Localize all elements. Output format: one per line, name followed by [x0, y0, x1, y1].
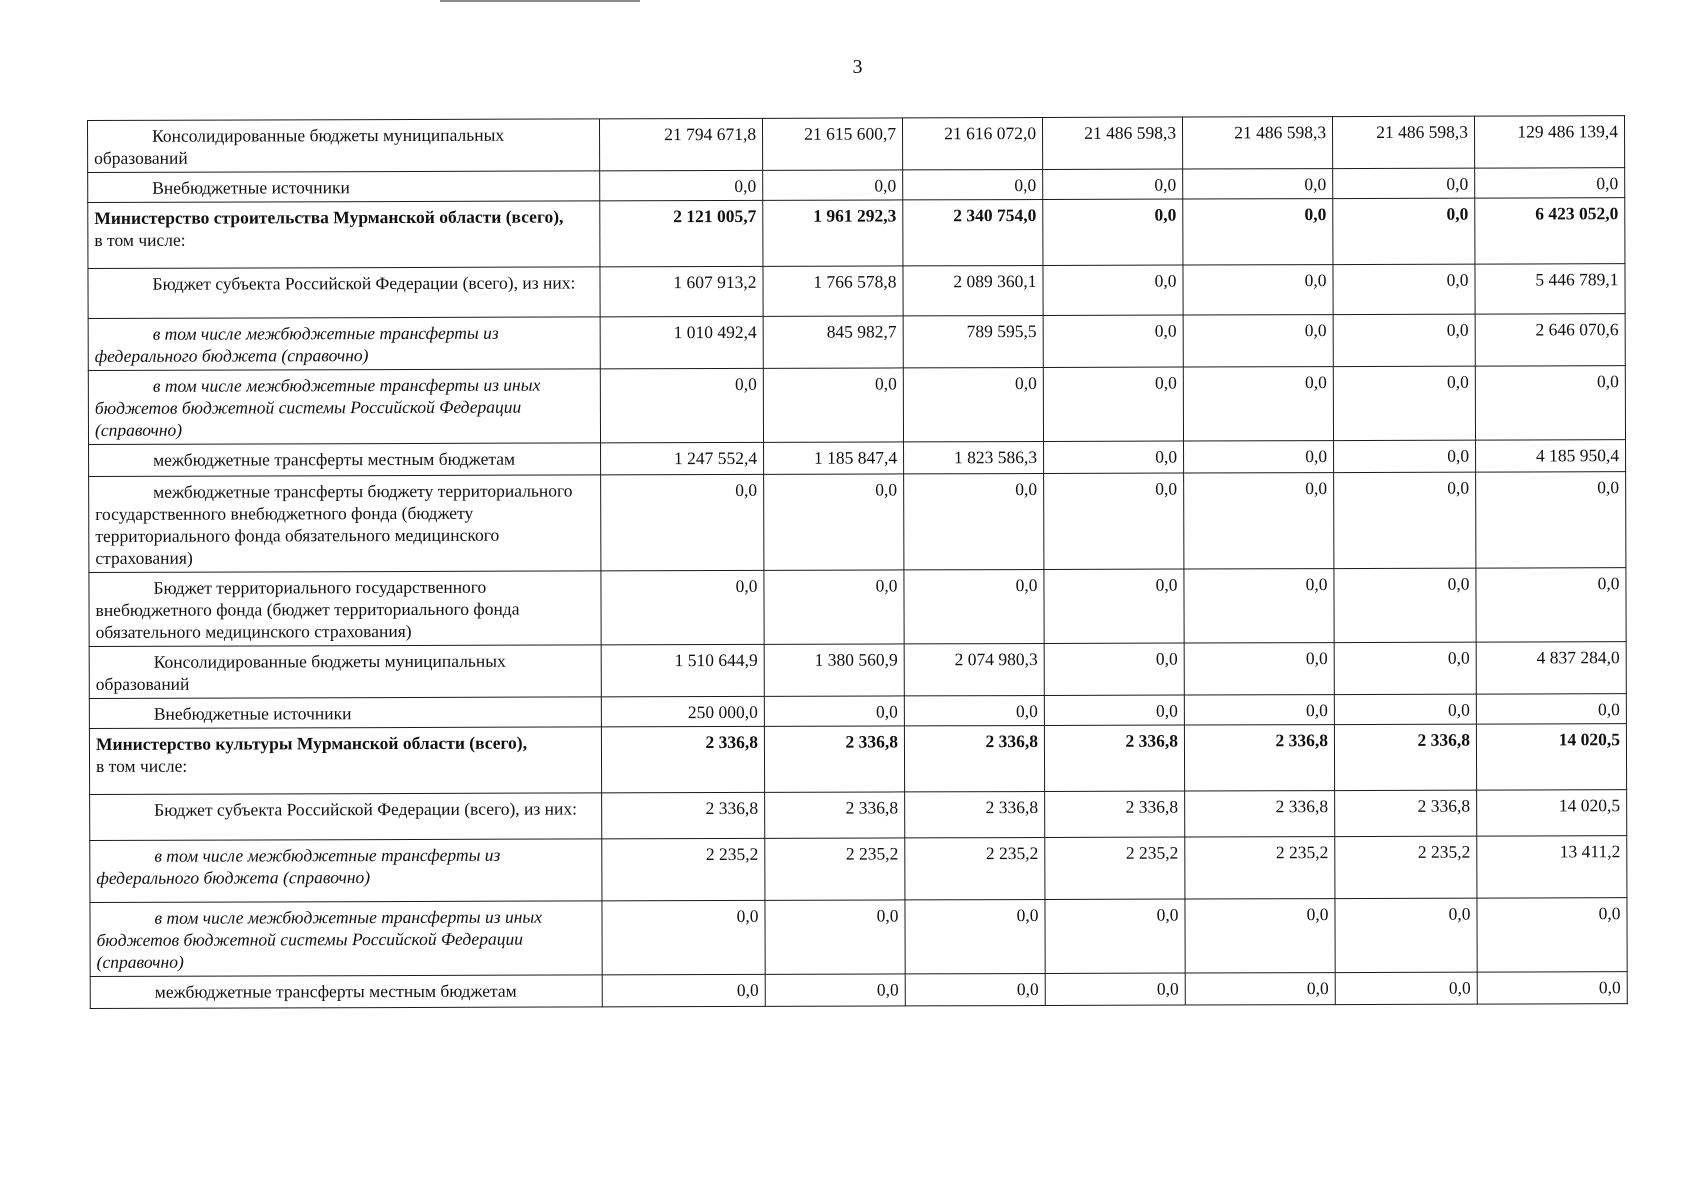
value-cell: 2 336,8 — [765, 792, 905, 838]
value-cell: 0,0 — [905, 899, 1045, 973]
value-cell: 1 823 586,3 — [904, 441, 1044, 473]
value-cell: 2 235,2 — [765, 838, 905, 900]
row-label: Внебюджетные источники — [152, 177, 350, 198]
value-cell: 0,0 — [1335, 972, 1477, 1004]
value-cell: 0,0 — [1183, 315, 1333, 367]
value-cell: 0,0 — [1334, 472, 1476, 568]
value-cell: 1 766 578,8 — [763, 266, 903, 316]
value-cell: 0,0 — [602, 900, 765, 975]
value-cell: 0,0 — [602, 974, 765, 1007]
table-row — [89, 724, 1626, 795]
row-label: Консолидированные бюджеты муниципальных образований — [95, 650, 506, 694]
table-row — [89, 568, 1626, 647]
value-cell: 0,0 — [1185, 899, 1335, 973]
row-label-cell — [88, 317, 600, 371]
row-label: Бюджет территориального государственного внебюджетного фонда (бюджет территориального фонда обязательного медицинского страхования) — [95, 576, 520, 642]
table-row — [89, 694, 1626, 729]
budget-table — [87, 115, 1628, 1009]
value-cell: 0,0 — [1334, 568, 1476, 642]
value-cell: 14 020,5 — [1476, 724, 1626, 790]
value-cell: 2 336,8 — [905, 791, 1045, 837]
value-cell: 4 837 284,0 — [1476, 642, 1626, 694]
scan-edge-mark — [440, 0, 640, 2]
value-cell: 2 235,2 — [1045, 837, 1185, 899]
value-cell: 21 615 600,7 — [762, 118, 902, 170]
value-cell: 21 486 598,3 — [1042, 117, 1182, 169]
row-label-cell — [88, 119, 600, 173]
value-cell: 0,0 — [904, 695, 1044, 725]
value-cell: 250 000,0 — [601, 696, 764, 727]
row-label-cell — [88, 369, 600, 445]
value-cell: 789 595,5 — [903, 315, 1043, 367]
value-cell: 0,0 — [765, 974, 905, 1006]
value-cell: 0,0 — [1477, 972, 1627, 1004]
value-cell: 1 510 644,9 — [601, 644, 764, 697]
value-cell: 0,0 — [1476, 694, 1626, 724]
value-cell: 2 336,8 — [1045, 791, 1185, 837]
value-cell: 21 486 598,3 — [1182, 117, 1332, 169]
value-cell: 0,0 — [1185, 973, 1335, 1005]
value-cell: 2 336,8 — [1335, 790, 1477, 836]
row-label: межбюджетные трансферты местным бюджетам — [154, 980, 517, 1002]
table-row — [88, 116, 1625, 173]
value-cell: 0,0 — [904, 473, 1044, 569]
value-cell: 0,0 — [1043, 169, 1183, 199]
value-cell: 0,0 — [1334, 440, 1476, 472]
row-label: Внебюджетные источники — [153, 703, 352, 724]
row-label: Бюджет субъекта Российской Федерации (всего), из них: — [152, 272, 576, 294]
value-cell: 2 089 360,1 — [903, 265, 1043, 315]
value-cell: 2 646 070,6 — [1475, 314, 1625, 366]
table-row — [90, 898, 1627, 977]
value-cell: 1 961 292,3 — [763, 200, 903, 266]
value-cell: 0,0 — [1475, 168, 1625, 198]
table-row — [90, 972, 1627, 1009]
value-cell: 2 336,8 — [1184, 725, 1334, 791]
value-cell: 0,0 — [1333, 198, 1475, 264]
value-cell: 0,0 — [1183, 367, 1333, 441]
value-cell: 0,0 — [1333, 314, 1475, 366]
row-label: Консолидированные бюджеты муниципальных образований — [94, 124, 505, 168]
value-cell: 0,0 — [1333, 264, 1475, 314]
value-cell: 0,0 — [601, 474, 764, 571]
table-row — [88, 198, 1625, 269]
value-cell: 0,0 — [1184, 695, 1334, 725]
value-cell: 2 235,2 — [602, 838, 765, 901]
value-cell: 0,0 — [600, 170, 763, 201]
table-row — [90, 836, 1627, 903]
value-cell: 0,0 — [1333, 168, 1475, 198]
value-cell: 0,0 — [1043, 199, 1183, 265]
value-cell: 0,0 — [765, 900, 905, 974]
value-cell: 1 247 552,4 — [601, 442, 764, 475]
value-cell: 0,0 — [1477, 898, 1627, 972]
value-cell: 845 982,7 — [763, 316, 903, 368]
row-label: межбюджетные трансферты бюджету территориального государственного внебюджетного фонда (бюджету территориального фонда обязательного медицинского страхования) — [95, 480, 573, 568]
value-cell: 0,0 — [764, 474, 904, 570]
table-row — [89, 440, 1626, 477]
value-cell: 0,0 — [1475, 366, 1625, 440]
row-label: межбюджетные трансферты местным бюджетам — [153, 448, 516, 470]
row-label: Министерство строительства Мурманской области (всего), — [94, 206, 564, 228]
value-cell: 2 340 754,0 — [903, 199, 1043, 265]
value-cell: 1 010 492,4 — [600, 316, 763, 369]
value-cell: 21 794 671,8 — [599, 118, 762, 171]
value-cell: 0,0 — [1476, 472, 1626, 568]
value-cell: 0,0 — [1183, 199, 1333, 265]
row-label-cell — [90, 901, 602, 977]
row-label-cell — [89, 443, 601, 477]
value-cell: 21 486 598,3 — [1332, 116, 1474, 168]
value-cell: 2 336,8 — [1185, 791, 1335, 837]
value-cell: 0,0 — [1334, 694, 1476, 724]
value-cell: 1 185 847,4 — [764, 442, 904, 474]
table-row — [88, 264, 1625, 319]
value-cell: 2 074 980,3 — [904, 643, 1044, 695]
table-row — [88, 314, 1625, 371]
value-cell: 0,0 — [1476, 568, 1626, 642]
value-cell: 2 235,2 — [1335, 836, 1477, 898]
row-label-cell — [89, 697, 601, 729]
value-cell: 2 336,8 — [601, 726, 764, 793]
value-cell: 129 486 139,4 — [1474, 116, 1624, 168]
row-sublabel: в том числе: — [95, 755, 188, 776]
value-cell: 6 423 052,0 — [1475, 198, 1625, 264]
row-label-cell — [89, 475, 601, 573]
value-cell: 14 020,5 — [1477, 790, 1627, 836]
value-cell: 0,0 — [1334, 642, 1476, 694]
value-cell: 0,0 — [903, 367, 1043, 441]
row-label-cell — [88, 267, 600, 319]
row-label-cell — [89, 645, 601, 699]
value-cell: 0,0 — [1044, 473, 1184, 569]
page-number: 3 — [852, 56, 863, 78]
row-label-cell — [88, 201, 600, 269]
value-cell: 0,0 — [1045, 973, 1185, 1005]
value-cell: 0,0 — [1045, 899, 1185, 973]
value-cell: 0,0 — [1184, 643, 1334, 695]
value-cell: 0,0 — [763, 368, 903, 442]
value-cell: 0,0 — [1335, 898, 1477, 972]
value-cell: 0,0 — [1044, 643, 1184, 695]
value-cell: 1 607 913,2 — [600, 266, 763, 317]
value-cell: 0,0 — [904, 569, 1044, 643]
row-label: в том числе межбюджетные трансферты из иных бюджетов бюджетной системы Российской Федерации (справочно) — [94, 374, 541, 440]
value-cell: 0,0 — [1183, 265, 1333, 315]
row-label-cell — [90, 975, 602, 1009]
value-cell: 0,0 — [1184, 473, 1334, 569]
row-label: в том числе межбюджетные трансферты из федерального бюджета (справочно) — [94, 322, 499, 366]
value-cell: 2 235,2 — [905, 837, 1045, 899]
value-cell: 2 336,8 — [904, 725, 1044, 791]
budget-table-body — [88, 116, 1628, 1009]
value-cell: 0,0 — [1183, 169, 1333, 199]
row-label-cell — [88, 171, 600, 203]
value-cell: 0,0 — [764, 570, 904, 644]
value-cell: 2 235,2 — [1185, 837, 1335, 899]
value-cell: 0,0 — [1333, 366, 1475, 440]
value-cell: 2 336,8 — [1044, 725, 1184, 791]
value-cell: 5 446 789,1 — [1475, 264, 1625, 314]
value-cell: 0,0 — [905, 973, 1045, 1005]
row-label-cell — [89, 727, 601, 795]
value-cell: 0,0 — [600, 368, 763, 443]
value-cell: 0,0 — [1184, 569, 1334, 643]
value-cell: 2 121 005,7 — [600, 200, 763, 267]
value-cell: 0,0 — [1043, 265, 1183, 315]
row-label: Министерство культуры Мурманской области (всего), — [95, 732, 528, 754]
value-cell: 0,0 — [1184, 441, 1334, 473]
value-cell: 4 185 950,4 — [1476, 440, 1626, 472]
value-cell: 0,0 — [601, 570, 764, 645]
table-row — [90, 790, 1627, 841]
row-label: в том числе межбюджетные трансферты из федерального бюджета (справочно) — [96, 844, 501, 888]
value-cell: 0,0 — [1043, 367, 1183, 441]
value-cell: 0,0 — [763, 170, 903, 200]
value-cell: 0,0 — [1044, 695, 1184, 725]
table-row — [88, 168, 1625, 203]
table-row — [89, 472, 1626, 573]
value-cell: 0,0 — [1044, 569, 1184, 643]
value-cell: 13 411,2 — [1477, 836, 1627, 898]
value-cell: 1 380 560,9 — [764, 644, 904, 696]
row-label-cell — [90, 839, 602, 903]
row-label-cell — [90, 793, 602, 841]
row-label-cell — [89, 571, 601, 647]
row-label: Бюджет субъекта Российской Федерации (всего), из них: — [154, 798, 578, 820]
value-cell: 0,0 — [903, 169, 1043, 199]
value-cell: 0,0 — [764, 696, 904, 726]
value-cell: 0,0 — [1044, 441, 1184, 473]
row-sublabel: в том числе: — [94, 229, 186, 250]
table-row — [88, 366, 1625, 445]
value-cell: 21 616 072,0 — [902, 117, 1042, 169]
row-label: в том числе межбюджетные трансферты из иных бюджетов бюджетной системы Российской Федерации (справочно) — [96, 906, 543, 972]
value-cell: 2 336,8 — [764, 726, 904, 792]
value-cell: 2 336,8 — [602, 792, 765, 839]
value-cell: 0,0 — [1043, 315, 1183, 367]
value-cell: 2 336,8 — [1334, 724, 1476, 790]
table-row — [89, 642, 1626, 699]
